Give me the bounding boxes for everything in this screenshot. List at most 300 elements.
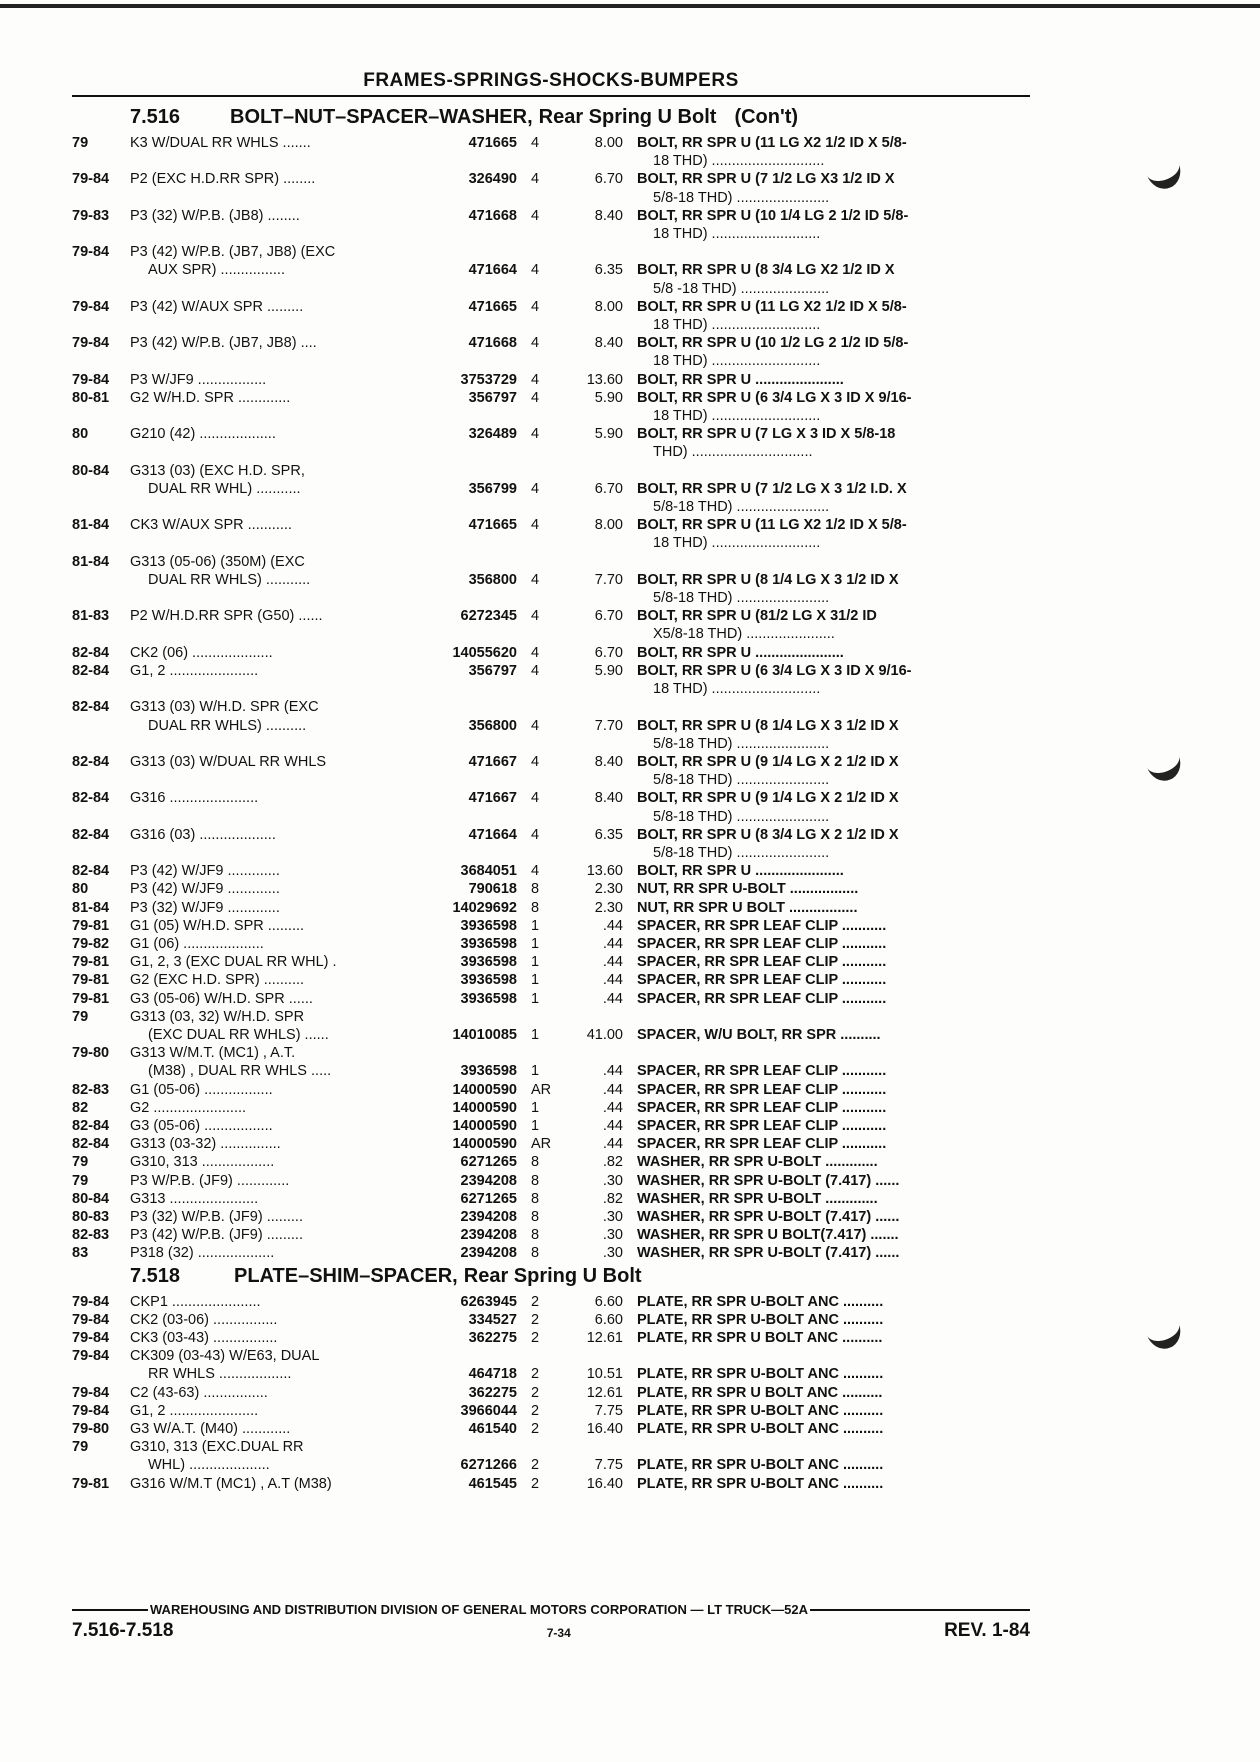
table-row — [72, 553, 1032, 608]
model-year: 81-84 — [72, 553, 110, 570]
part-number-value: 326489 — [468, 426, 517, 443]
model-year: 82-84 — [72, 790, 110, 807]
application — [130, 917, 405, 935]
description-line: 5/8-18 THD) ....................... — [653, 499, 830, 516]
price-value: 2.30 — [594, 899, 623, 916]
quantity — [517, 1117, 559, 1135]
price-value: .44 — [602, 954, 623, 971]
price — [559, 1475, 623, 1493]
price-value: 7.70 — [594, 717, 623, 734]
price-value: .44 — [602, 1136, 623, 1153]
quantity-value: 1 — [531, 935, 540, 952]
part-number-value: 471664 — [468, 826, 517, 843]
price-value: 6.60 — [594, 1293, 623, 1310]
description-line: BOLT, RR SPR U (11 LG X2 1/2 ID X 5/8- — [637, 517, 907, 534]
application — [130, 789, 405, 825]
description-line: PLATE, RR SPR U-BOLT ANC .......... — [637, 1311, 884, 1328]
quantity — [517, 953, 559, 971]
table-row — [72, 298, 1032, 334]
price — [559, 880, 623, 898]
quantity — [517, 1384, 559, 1402]
model-year: 79-81 — [72, 972, 110, 989]
description — [623, 1475, 1028, 1493]
description-line: PLATE, RR SPR U-BOLT ANC .......... — [637, 1366, 884, 1383]
description — [623, 698, 1028, 753]
application-line: G313 ...................... — [130, 1190, 259, 1207]
price — [559, 1402, 623, 1420]
quantity — [517, 1208, 559, 1226]
part-number — [405, 1384, 517, 1402]
model-year: 79-84 — [72, 371, 110, 388]
model-year: 80 — [72, 426, 89, 443]
quantity — [517, 662, 559, 698]
quantity — [517, 789, 559, 825]
quantity — [517, 1420, 559, 1438]
price-value: 6.70 — [594, 480, 623, 497]
table-row — [72, 1293, 1032, 1311]
part-number — [405, 789, 517, 825]
quantity-value: 8 — [531, 1208, 540, 1225]
application-line: P3 W/JF9 ................. — [130, 371, 267, 388]
quantity — [517, 516, 559, 552]
description-line: SPACER, RR SPR LEAF CLIP ........... — [637, 917, 887, 934]
part-number — [405, 899, 517, 917]
model-year: 79-84 — [72, 1293, 110, 1310]
quantity-value: 4 — [531, 135, 540, 151]
table-row — [72, 1190, 1032, 1208]
part-number-value: 2394208 — [460, 1227, 517, 1244]
part-number-value: 471668 — [468, 335, 517, 352]
price-value: .44 — [602, 1117, 623, 1134]
price-value: 8.00 — [594, 517, 623, 534]
model-year: 79 — [72, 1008, 89, 1025]
application-line: G313 (05-06) (350M) (EXC — [130, 553, 305, 570]
part-number-value: 14000590 — [452, 1136, 517, 1153]
part-number — [405, 1135, 517, 1153]
model-year: 79 — [72, 135, 89, 151]
description — [623, 516, 1028, 552]
section-subtitle: Rear Spring U Bolt — [463, 1264, 642, 1287]
description-line: BOLT, RR SPR U (9 1/4 LG X 2 1/2 ID X — [637, 753, 899, 770]
section-number: 7.518 — [130, 1264, 181, 1287]
part-number — [405, 553, 517, 608]
part-number-value: 461540 — [468, 1421, 517, 1438]
description-line: SPACER, RR SPR LEAF CLIP ........... — [637, 1117, 887, 1134]
price-value: 13.60 — [586, 371, 623, 388]
part-number — [405, 698, 517, 753]
description — [623, 1044, 1028, 1080]
application — [130, 334, 405, 370]
description — [623, 607, 1028, 643]
model-year: 79-84 — [72, 1330, 110, 1346]
application-line: G313 (03) W/DUAL RR WHLS — [130, 753, 327, 770]
part-number — [405, 1311, 517, 1329]
part-number — [405, 1329, 517, 1347]
application — [130, 1311, 405, 1329]
part-number-value: 3936598 — [460, 954, 517, 971]
part-number — [405, 644, 517, 662]
part-number-value: 3936598 — [460, 917, 517, 934]
application-line: (M38) , DUAL RR WHLS ..... — [148, 1063, 332, 1080]
table-row — [72, 607, 1032, 643]
model-year: 82-84 — [72, 644, 110, 661]
price — [559, 1438, 623, 1474]
quantity-value: 1 — [531, 1063, 540, 1080]
quantity-value: 8 — [531, 1154, 540, 1171]
quantity — [517, 1244, 559, 1262]
description — [623, 1384, 1028, 1402]
model-year: 80 — [72, 881, 89, 898]
price-value: 8.40 — [594, 207, 623, 224]
description-line: BOLT, RR SPR U (8 3/4 LG X2 1/2 ID X — [637, 262, 895, 279]
price-value: 6.70 — [594, 644, 623, 661]
description — [623, 1135, 1028, 1153]
application-line: G313 (03, 32) W/H.D. SPR — [130, 1008, 305, 1025]
model-year: 79-84 — [72, 1348, 110, 1365]
table-row — [72, 1117, 1032, 1135]
model-year: 79-81 — [72, 990, 110, 1007]
quantity-value: 2 — [531, 1311, 540, 1328]
description-line: PLATE, RR SPR U-BOLT ANC .......... — [637, 1402, 884, 1419]
description-line: 18 THD) ........................... — [653, 226, 821, 243]
price — [559, 134, 623, 170]
application-line: G313 (03-32) ............... — [130, 1136, 281, 1153]
application — [130, 1226, 405, 1244]
price-value: 8.00 — [594, 135, 623, 151]
application-line: P3 (32) W/P.B. (JF9) ......... — [130, 1208, 303, 1225]
price — [559, 1293, 623, 1311]
quantity — [517, 917, 559, 935]
description-line: BOLT, RR SPR U (8 3/4 LG X 2 1/2 ID X — [637, 826, 899, 843]
part-number-value: 3684051 — [460, 863, 517, 880]
application-line: G1, 2 ...................... — [130, 1402, 259, 1419]
price-value: 41.00 — [586, 1026, 623, 1043]
part-number — [405, 243, 517, 298]
model-year: 79-82 — [72, 935, 110, 952]
application — [130, 170, 405, 206]
application-line: DUAL RR WHLS) .......... — [148, 717, 307, 734]
application — [130, 371, 405, 389]
price-value: 5.90 — [594, 389, 623, 406]
part-number — [405, 1099, 517, 1117]
part-number-value: 3966044 — [460, 1402, 517, 1419]
description-line: SPACER, RR SPR LEAF CLIP ........... — [637, 1063, 887, 1080]
quantity-value: 4 — [531, 171, 540, 188]
application — [130, 1135, 405, 1153]
part-number — [405, 662, 517, 698]
quantity — [517, 1347, 559, 1383]
quantity — [517, 826, 559, 862]
description-line: 18 THD) ........................... — [653, 353, 821, 370]
price — [559, 753, 623, 789]
description-line: BOLT, RR SPR U (11 LG X2 1/2 ID X 5/8- — [637, 135, 907, 151]
part-number — [405, 1172, 517, 1190]
description-line: 5/8-18 THD) ....................... — [653, 844, 830, 861]
price — [559, 1384, 623, 1402]
price — [559, 862, 623, 880]
model-year: 82-84 — [72, 863, 110, 880]
binder-hole-mark — [1140, 1305, 1185, 1353]
table-row — [72, 1081, 1032, 1099]
price — [559, 1190, 623, 1208]
table-row — [72, 1384, 1032, 1402]
table-row — [72, 826, 1032, 862]
description — [623, 389, 1028, 425]
part-number — [405, 1475, 517, 1493]
description — [623, 1172, 1028, 1190]
table-row — [72, 1172, 1032, 1190]
section-title: PLATE–SHIM–SPACER, — [234, 1264, 458, 1287]
description — [623, 935, 1028, 953]
price-value: 16.40 — [586, 1421, 623, 1438]
application-line: P3 (42) W/P.B. (JF9) ......... — [130, 1227, 303, 1244]
part-number — [405, 1226, 517, 1244]
quantity-value: 1 — [531, 1099, 540, 1116]
description-line: BOLT, RR SPR U ...................... — [637, 371, 844, 388]
description — [623, 1117, 1028, 1135]
description-line: BOLT, RR SPR U (6 3/4 LG X 3 ID X 9/16- — [637, 389, 912, 406]
rows-7-516 — [72, 134, 1032, 1263]
model-year: 79-80 — [72, 1421, 110, 1438]
quantity-value: 2 — [531, 1366, 540, 1383]
quantity-value: 2 — [531, 1402, 540, 1419]
description-line: PLATE, RR SPR U-BOLT ANC .......... — [637, 1293, 884, 1310]
quantity-value: 2 — [531, 1293, 540, 1310]
table-row — [72, 1226, 1032, 1244]
application-line: G2 (EXC H.D. SPR) .......... — [130, 972, 305, 989]
model-year: 80-84 — [72, 462, 110, 479]
price — [559, 1081, 623, 1099]
application — [130, 1208, 405, 1226]
price-value: 5.90 — [594, 662, 623, 679]
application-line: G2 ....................... — [130, 1099, 247, 1116]
price — [559, 207, 623, 243]
part-number — [405, 425, 517, 461]
application-line: P318 (32) ................... — [130, 1245, 275, 1262]
application — [130, 607, 405, 643]
description — [623, 298, 1028, 334]
table-row — [72, 753, 1032, 789]
quantity-value: 1 — [531, 917, 540, 934]
quantity — [517, 371, 559, 389]
application — [130, 1293, 405, 1311]
price-value: 6.35 — [594, 262, 623, 279]
description — [623, 1438, 1028, 1474]
description — [623, 862, 1028, 880]
description — [623, 1311, 1028, 1329]
application-line: G316 W/M.T (MC1) , A.T (M38) — [130, 1475, 332, 1492]
part-number — [405, 1117, 517, 1135]
quantity — [517, 862, 559, 880]
quantity-value: 4 — [531, 298, 540, 315]
description-line: PLATE, RR SPR U-BOLT ANC .......... — [637, 1475, 884, 1492]
price — [559, 462, 623, 517]
application — [130, 425, 405, 461]
quantity-value: AR — [531, 1136, 552, 1153]
price-value: 7.75 — [594, 1457, 623, 1474]
quantity — [517, 990, 559, 1008]
model-year: 79-80 — [72, 1045, 110, 1062]
table-row — [72, 1420, 1032, 1438]
application — [130, 1081, 405, 1099]
quantity-value: 4 — [531, 335, 540, 352]
quantity — [517, 334, 559, 370]
application-line: CK2 (03-06) ................ — [130, 1311, 278, 1328]
price-value: .44 — [602, 972, 623, 989]
quantity-value: 4 — [531, 644, 540, 661]
price — [559, 990, 623, 1008]
price-value: 12.61 — [586, 1384, 623, 1401]
description-line: THD) .............................. — [653, 444, 813, 461]
table-row — [72, 662, 1032, 698]
application — [130, 1402, 405, 1420]
price-value: 2.30 — [594, 881, 623, 898]
description — [623, 1244, 1028, 1262]
description-line: PLATE, RR SPR U BOLT ANC .......... — [637, 1384, 883, 1401]
description — [623, 425, 1028, 461]
part-number — [405, 1208, 517, 1226]
part-number — [405, 1402, 517, 1420]
quantity — [517, 1099, 559, 1117]
price-value: .30 — [602, 1245, 623, 1262]
quantity — [517, 607, 559, 643]
part-number-value: 471667 — [468, 790, 517, 807]
quantity — [517, 553, 559, 608]
application — [130, 553, 405, 608]
part-number-value: 3936598 — [460, 990, 517, 1007]
price-value: .44 — [602, 935, 623, 952]
part-number-value: 334527 — [468, 1311, 517, 1328]
part-number-value: 356800 — [468, 717, 517, 734]
application-line: P2 (EXC H.D.RR SPR) ........ — [130, 171, 316, 188]
model-year: 81-83 — [72, 608, 110, 625]
application-line: AUX SPR) ................ — [148, 262, 285, 279]
application-line: P3 (42) W/P.B. (JB7, JB8) .... — [130, 335, 317, 352]
table-row — [72, 1208, 1032, 1226]
quantity-value: 1 — [531, 954, 540, 971]
table-row — [72, 971, 1032, 989]
part-number — [405, 389, 517, 425]
application-line: G2 W/H.D. SPR ............. — [130, 389, 291, 406]
description-line: BOLT, RR SPR U (7 LG X 3 ID X 5/8-18 — [637, 426, 896, 443]
description — [623, 753, 1028, 789]
price — [559, 371, 623, 389]
description-line: BOLT, RR SPR U (8 1/4 LG X 3 1/2 ID X — [637, 571, 899, 588]
model-year: 83 — [72, 1245, 89, 1262]
price-value: 5.90 — [594, 426, 623, 443]
model-year: 82-84 — [72, 699, 110, 716]
quantity-value: 1 — [531, 1026, 540, 1043]
model-year: 79-84 — [72, 1384, 110, 1401]
part-number — [405, 971, 517, 989]
model-year: 82-84 — [72, 1117, 110, 1134]
description-line: PLATE, RR SPR U-BOLT ANC .......... — [637, 1421, 884, 1438]
quantity — [517, 753, 559, 789]
application-line: G1 (05-06) ................. — [130, 1081, 273, 1098]
footer-section-range: 7.516-7.518 — [72, 1620, 174, 1641]
table-row — [72, 1475, 1032, 1493]
application — [130, 1420, 405, 1438]
price-value: 6.70 — [594, 171, 623, 188]
table-row — [72, 170, 1032, 206]
application — [130, 953, 405, 971]
price-value: 8.40 — [594, 335, 623, 352]
table-row — [72, 935, 1032, 953]
part-number-value: 356797 — [468, 662, 517, 679]
description-line: WASHER, RR SPR U-BOLT ............. — [637, 1190, 878, 1207]
description-line: NUT, RR SPR U-BOLT ................. — [637, 881, 859, 898]
application — [130, 1244, 405, 1262]
description — [623, 1008, 1028, 1044]
application-line: CK3 W/AUX SPR ........... — [130, 517, 292, 534]
table-row — [72, 134, 1032, 170]
application — [130, 389, 405, 425]
description-line: WASHER, RR SPR U-BOLT (7.417) ...... — [637, 1172, 900, 1189]
footer-division: WAREHOUSING AND DISTRIBUTION DIVISION OF GENERAL MOTORS CORPORATION — LT TRUCK—52A — [150, 1602, 808, 1617]
part-number-value: 461545 — [468, 1475, 517, 1492]
table-row — [72, 1402, 1032, 1420]
table-row — [72, 789, 1032, 825]
model-year: 79-84 — [72, 1311, 110, 1328]
part-number-value: 6263945 — [460, 1293, 517, 1310]
description-line: BOLT, RR SPR U ...................... — [637, 644, 844, 661]
price-value: .82 — [602, 1154, 623, 1171]
part-number-value: 464718 — [468, 1366, 517, 1383]
application-line: CK3 (03-43) ................ — [130, 1330, 278, 1346]
application — [130, 662, 405, 698]
quantity-value: 1 — [531, 990, 540, 1007]
part-number-value: 326490 — [468, 171, 517, 188]
price-value: .44 — [602, 1099, 623, 1116]
quantity-value: 8 — [531, 899, 540, 916]
price — [559, 1044, 623, 1080]
description — [623, 134, 1028, 170]
part-number — [405, 1190, 517, 1208]
description-line: BOLT, RR SPR U (7 1/2 LG X3 1/2 ID X — [637, 171, 895, 188]
part-number — [405, 516, 517, 552]
price-value: 7.70 — [594, 571, 623, 588]
description-line: 18 THD) ............................ — [653, 153, 825, 170]
price — [559, 789, 623, 825]
model-year: 82 — [72, 1099, 89, 1116]
application — [130, 1384, 405, 1402]
application — [130, 935, 405, 953]
application-line: K3 W/DUAL RR WHLS ....... — [130, 135, 311, 151]
quantity-value: 4 — [531, 571, 540, 588]
part-number — [405, 1008, 517, 1044]
part-number — [405, 1044, 517, 1080]
quantity — [517, 1172, 559, 1190]
application — [130, 134, 405, 170]
quantity — [517, 243, 559, 298]
application-line: G310, 313 .................. — [130, 1154, 275, 1171]
application-line: P2 W/H.D.RR SPR (G50) ...... — [130, 608, 323, 625]
price-value: .44 — [602, 1063, 623, 1080]
price-value: 12.61 — [586, 1330, 623, 1346]
part-number-value: 3936598 — [460, 972, 517, 989]
model-year: 82-84 — [72, 753, 110, 770]
model-year: 79-84 — [72, 1402, 110, 1419]
application-line: P3 (32) W/JF9 ............. — [130, 899, 280, 916]
part-number — [405, 880, 517, 898]
table-row — [72, 990, 1032, 1008]
table-row — [72, 880, 1032, 898]
description-line: SPACER, RR SPR LEAF CLIP ........... — [637, 990, 887, 1007]
quantity — [517, 1293, 559, 1311]
part-number — [405, 1438, 517, 1474]
part-number — [405, 1347, 517, 1383]
application-line: G3 (05-06) ................. — [130, 1117, 273, 1134]
